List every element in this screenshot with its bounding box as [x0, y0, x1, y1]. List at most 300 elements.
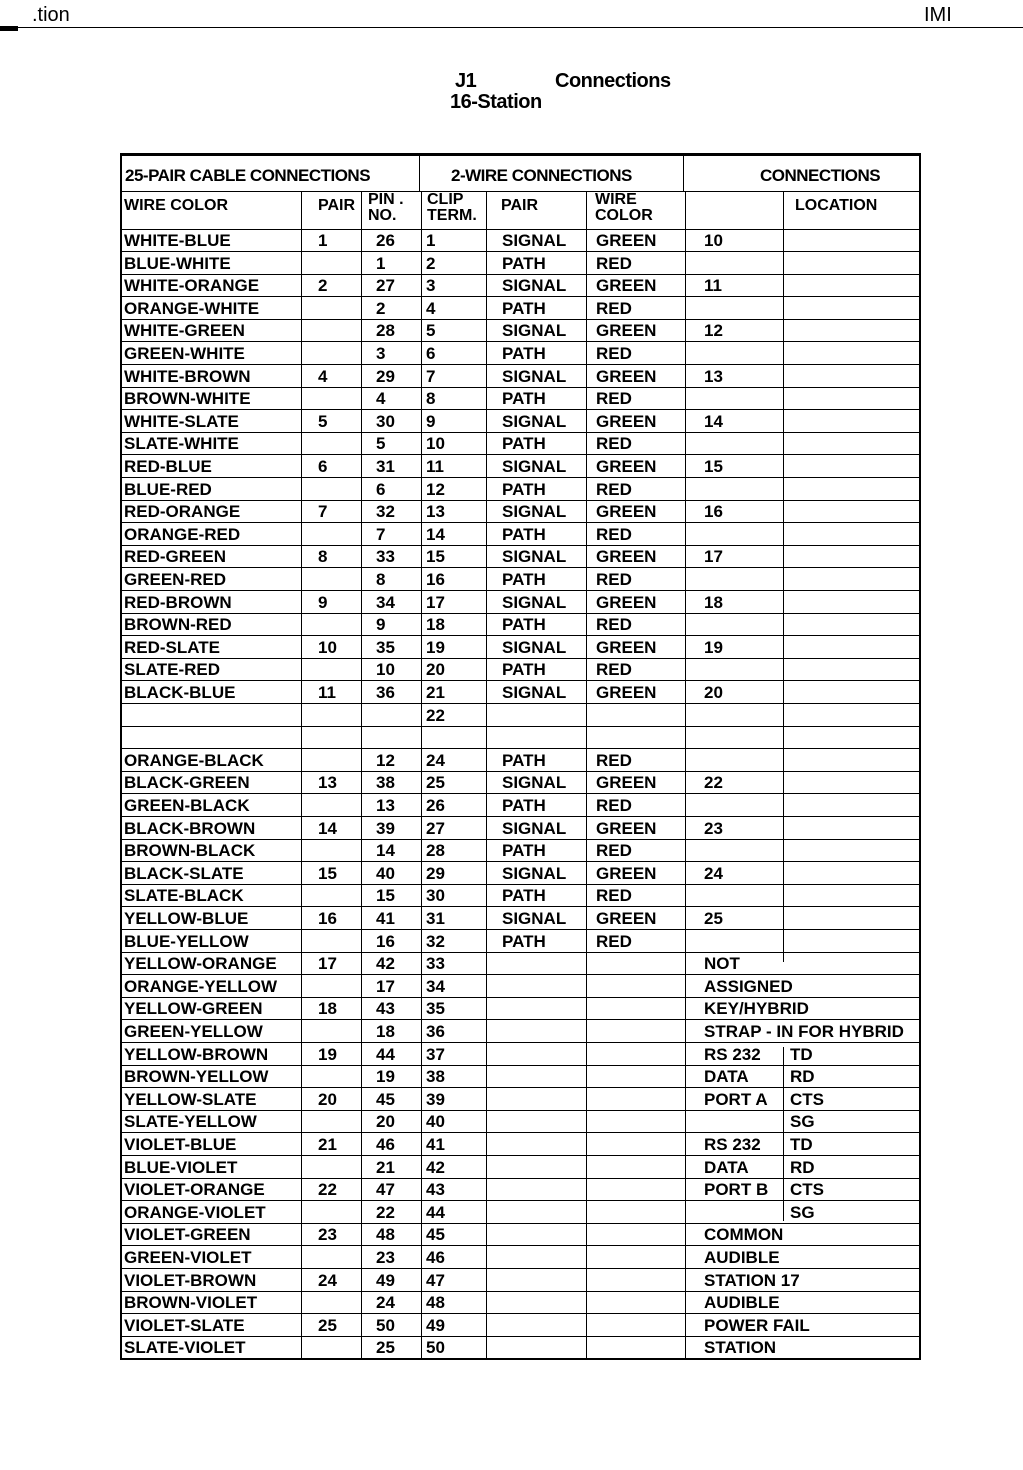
- cell-clip-term: 33: [426, 954, 445, 974]
- cell-pair-type: PATH: [502, 841, 546, 861]
- cell-pair-type: PATH: [502, 434, 546, 454]
- col-header-pair-2wire: PAIR: [501, 197, 539, 214]
- header-divider: [122, 191, 919, 192]
- cell-wire-color-2wire: RED: [596, 796, 632, 815]
- cell-pair-type: PATH: [502, 479, 546, 499]
- cell-clip-term: 7: [426, 366, 436, 386]
- cell-connection: 19: [704, 637, 723, 657]
- cell-clip-term: 26: [426, 796, 445, 815]
- cell-pair-type: SIGNAL: [502, 683, 567, 702]
- table-row: [122, 1292, 919, 1314]
- cell-wire-color: RED-BROWN: [124, 592, 232, 612]
- table-row: [122, 1111, 919, 1133]
- table-row: [122, 1021, 919, 1043]
- cell-clip-term: 40: [426, 1112, 445, 1132]
- cell-clip-term: 6: [426, 344, 436, 363]
- cell-pin-no: 1: [376, 253, 386, 273]
- cell-wire-color: RED-SLATE: [124, 637, 221, 657]
- cell-pin-no: 42: [376, 954, 395, 974]
- cell-location: TD: [790, 1135, 813, 1154]
- cell-pair-type: SIGNAL: [502, 909, 567, 928]
- cell-pin-no: 19: [376, 1067, 395, 1087]
- cell-clip-term: 25: [426, 773, 445, 793]
- cell-pin-no: 48: [376, 1225, 395, 1245]
- cell-wire-color-2wire: GREEN: [596, 231, 657, 250]
- cell-pin-no: 10: [376, 660, 395, 680]
- col-header-wire-color-2wire: WIRE COLOR: [595, 191, 653, 224]
- table-row: [122, 1270, 919, 1292]
- table-row: [122, 682, 919, 704]
- cell-wire-color: YELLOW-BLUE: [124, 909, 249, 928]
- cell-connection: 22: [704, 773, 723, 793]
- cell-wire-color-2wire: GREEN: [596, 321, 657, 341]
- cell-pin-no: 31: [376, 457, 395, 476]
- cell-connection: DATA: [704, 1067, 749, 1087]
- cell-connection: STATION 17: [704, 1270, 800, 1290]
- cell-pin-no: 47: [376, 1180, 395, 1200]
- cell-pin-no: 8: [376, 570, 386, 589]
- cell-pair: 22: [318, 1180, 337, 1200]
- cell-pair-type: PATH: [502, 886, 546, 906]
- cell-pair: 13: [318, 773, 337, 793]
- cell-wire-color: SLATE-WHITE: [124, 434, 239, 454]
- cell-clip-term: 47: [426, 1270, 445, 1290]
- cell-pin-no: 20: [376, 1112, 395, 1132]
- cell-clip-term: 4: [426, 298, 436, 318]
- table-row: [122, 795, 919, 817]
- cell-wire-color: SLATE-RED: [124, 660, 221, 680]
- cell-pin-no: 39: [376, 818, 395, 838]
- cell-wire-color-2wire: RED: [596, 750, 632, 770]
- cell-pin-no: 34: [376, 592, 395, 612]
- cell-wire-color-2wire: RED: [596, 344, 632, 363]
- table-row: [122, 433, 919, 455]
- col-header-pin-no: PIN . NO.: [368, 191, 404, 224]
- cell-pin-no: 41: [376, 909, 395, 928]
- cell-pair: 8: [318, 547, 328, 567]
- cell-wire-color-2wire: RED: [596, 841, 632, 861]
- cell-clip-term: 36: [426, 1022, 445, 1041]
- cell-pin-no: 18: [376, 1022, 395, 1041]
- cell-connection: 16: [704, 502, 723, 522]
- cell-pair: 14: [318, 818, 337, 838]
- cell-clip-term: 35: [426, 999, 445, 1019]
- table-row: [122, 953, 919, 975]
- cell-pair-type: SIGNAL: [502, 411, 567, 431]
- cell-pair-type: PATH: [502, 796, 546, 815]
- table-row: [122, 1247, 919, 1269]
- table-row: [122, 343, 919, 365]
- cell-pin-no: 29: [376, 366, 395, 386]
- cell-clip-term: 12: [426, 479, 445, 499]
- table-row: [122, 705, 919, 727]
- cell-clip-term: 46: [426, 1248, 445, 1267]
- cell-wire-color: GREEN-YELLOW: [124, 1022, 263, 1041]
- cell-connection: 15: [704, 457, 723, 476]
- table-row: [122, 908, 919, 930]
- header-section-text: .tion: [32, 4, 70, 26]
- col-header-wire-color: WIRE COLOR: [124, 197, 228, 214]
- row-rule: [122, 1358, 919, 1359]
- cell-connection: 25: [704, 909, 723, 928]
- cell-wire-color-2wire: GREEN: [596, 502, 657, 522]
- cell-clip-term: 30: [426, 886, 445, 906]
- cell-location: RD: [790, 1157, 815, 1177]
- cell-clip-term: 49: [426, 1315, 445, 1335]
- cell-pin-no: 12: [376, 750, 395, 770]
- table-row: [122, 524, 919, 546]
- cell-location: SG: [790, 1112, 815, 1132]
- table-row: [122, 546, 919, 568]
- cell-clip-term: 9: [426, 411, 436, 431]
- cell-wire-color-2wire: GREEN: [596, 366, 657, 386]
- cell-wire-color: ORANGE-RED: [124, 524, 241, 544]
- cell-pair-type: PATH: [502, 750, 546, 770]
- cell-pin-no: 44: [376, 1044, 395, 1064]
- cell-wire-color: WHITE-BLUE: [124, 231, 231, 250]
- table-row: [122, 253, 919, 275]
- cell-connection: PORT A: [704, 1089, 768, 1109]
- cell-pair-type: PATH: [502, 570, 546, 589]
- cell-pin-no: 49: [376, 1270, 395, 1290]
- cell-location: CTS: [790, 1089, 824, 1109]
- table-row: [122, 1134, 919, 1156]
- cell-connection: STATION: [704, 1338, 777, 1358]
- cell-wire-color: ORANGE-YELLOW: [124, 976, 277, 996]
- cell-wire-color: BLACK-GREEN: [124, 773, 250, 793]
- cell-location: SG: [790, 1202, 815, 1222]
- cell-wire-color: YELLOW-GREEN: [124, 999, 263, 1019]
- cell-connection: KEY/HYBRID: [704, 999, 809, 1019]
- cell-wire-color-2wire: GREEN: [596, 547, 657, 567]
- cell-pair-type: PATH: [502, 524, 546, 544]
- cell-clip-term: 48: [426, 1293, 445, 1313]
- cell-clip-term: 38: [426, 1067, 445, 1087]
- cell-wire-color: BROWN-RED: [124, 615, 232, 635]
- cell-connection: 11: [704, 276, 722, 296]
- cell-pair-type: SIGNAL: [502, 637, 567, 657]
- cell-wire-color: BLUE-VIOLET: [124, 1157, 238, 1177]
- cell-wire-color: BLACK-BROWN: [124, 818, 256, 838]
- cell-wire-color: GREEN-WHITE: [124, 344, 245, 363]
- group-divider-2: [683, 155, 684, 191]
- cell-wire-color-2wire: RED: [596, 570, 632, 589]
- cell-connection: ASSIGNED: [704, 976, 793, 996]
- cell-clip-term: 16: [426, 570, 445, 589]
- cell-clip-term: 21: [426, 683, 445, 702]
- table-row: [122, 659, 919, 681]
- cell-pair: 10: [318, 637, 337, 657]
- group-divider-1: [419, 155, 420, 191]
- cell-connection: 12: [704, 321, 723, 341]
- cell-clip-term: 42: [426, 1157, 445, 1177]
- cell-pair: 16: [318, 909, 337, 928]
- cell-clip-term: 31: [426, 909, 445, 928]
- title-j1: J1: [455, 70, 477, 92]
- cell-pair: 20: [318, 1089, 337, 1109]
- cell-connection: POWER FAIL: [704, 1315, 810, 1335]
- cell-pin-no: 45: [376, 1089, 395, 1109]
- table-row: [122, 569, 919, 591]
- cell-pin-no: 15: [376, 886, 395, 906]
- cell-wire-color: ORANGE-BLACK: [124, 750, 264, 770]
- cell-clip-term: 29: [426, 863, 445, 883]
- cell-pair: 18: [318, 999, 337, 1019]
- cell-wire-color-2wire: RED: [596, 931, 632, 951]
- cell-connection: COMMON: [704, 1225, 784, 1245]
- table-row: [122, 750, 919, 772]
- table-row: [122, 592, 919, 614]
- cell-wire-color-2wire: RED: [596, 389, 632, 409]
- cell-wire-color: RED-ORANGE: [124, 502, 241, 522]
- table-row: [122, 818, 919, 840]
- cell-pair-type: SIGNAL: [502, 276, 567, 296]
- cell-pin-no: 25: [376, 1338, 395, 1358]
- cell-wire-color: WHITE-SLATE: [124, 411, 239, 431]
- cell-wire-color-2wire: GREEN: [596, 411, 657, 431]
- cell-pair: 2: [318, 276, 328, 296]
- cell-clip-term: 34: [426, 976, 445, 996]
- cell-wire-color: VIOLET-BROWN: [124, 1270, 257, 1290]
- cell-pair: 19: [318, 1044, 337, 1064]
- cell-location: CTS: [790, 1180, 824, 1200]
- cell-pin-no: 14: [376, 841, 395, 861]
- cell-pair-type: SIGNAL: [502, 592, 567, 612]
- table-row: [122, 840, 919, 862]
- cell-pin-no: 27: [376, 276, 395, 296]
- cell-wire-color-2wire: RED: [596, 615, 632, 635]
- cell-wire-color: GREEN-VIOLET: [124, 1248, 252, 1267]
- cell-wire-color-2wire: GREEN: [596, 592, 657, 612]
- cell-connection: 10: [704, 231, 723, 250]
- cell-clip-term: 45: [426, 1225, 445, 1245]
- cell-pin-no: 32: [376, 502, 395, 522]
- table-row: [122, 501, 919, 523]
- cell-pair: 11: [318, 683, 336, 702]
- cell-pair-type: PATH: [502, 615, 546, 635]
- cell-clip-term: 41: [426, 1135, 445, 1154]
- cell-pin-no: 43: [376, 999, 395, 1019]
- cell-pin-no: 2: [376, 298, 386, 318]
- cell-clip-term: 14: [426, 524, 445, 544]
- cell-wire-color: WHITE-GREEN: [124, 321, 245, 341]
- table-row: [122, 1224, 919, 1246]
- cell-clip-term: 13: [426, 502, 445, 522]
- table-row: [122, 456, 919, 478]
- cell-pair: 6: [318, 457, 328, 476]
- cell-pin-no: 13: [376, 796, 395, 815]
- cell-clip-term: 1: [426, 231, 436, 250]
- cell-wire-color: RED-GREEN: [124, 547, 227, 567]
- cell-clip-term: 11: [426, 457, 444, 476]
- cell-pair-type: SIGNAL: [502, 547, 567, 567]
- table-row: [122, 411, 919, 433]
- cell-pin-no: 50: [376, 1315, 395, 1335]
- table-row: [122, 479, 919, 501]
- cell-clip-term: 39: [426, 1089, 445, 1109]
- title-connections: Connections: [555, 70, 671, 92]
- col-header-clip-term: CLIP TERM.: [427, 191, 477, 224]
- header-rule: [0, 27, 1023, 28]
- table-row: [122, 772, 919, 794]
- cell-connection: 20: [704, 683, 723, 702]
- cell-pin-no: 9: [376, 615, 386, 635]
- cell-connection: PORT B: [704, 1180, 769, 1200]
- table-row: [122, 998, 919, 1020]
- cell-wire-color-2wire: GREEN: [596, 863, 657, 883]
- cell-connection: STRAP - IN FOR HYBRID: [704, 1022, 904, 1041]
- cell-pair-type: SIGNAL: [502, 502, 567, 522]
- cell-pin-no: 23: [376, 1248, 395, 1267]
- cell-pair-type: SIGNAL: [502, 457, 567, 476]
- cell-connection: AUDIBLE: [704, 1248, 780, 1267]
- cell-wire-color-2wire: RED: [596, 298, 632, 318]
- cell-wire-color: RED-BLUE: [124, 457, 212, 476]
- cell-connection: NOT: [704, 954, 740, 974]
- table-row: [122, 1202, 919, 1224]
- cell-wire-color: BLACK-BLUE: [124, 683, 236, 702]
- cell-connection: RS 232: [704, 1135, 761, 1154]
- cell-pair-type: PATH: [502, 298, 546, 318]
- cell-pin-no: 3: [376, 344, 386, 363]
- cell-clip-term: 18: [426, 615, 445, 635]
- cell-pin-no: 6: [376, 479, 386, 499]
- cell-pin-no: 40: [376, 863, 395, 883]
- table-row: [122, 298, 919, 320]
- cell-pin-no: 26: [376, 231, 395, 250]
- table-row: [122, 230, 919, 252]
- cell-wire-color: GREEN-RED: [124, 570, 227, 589]
- cell-pair: 4: [318, 366, 328, 386]
- cell-clip-term: 44: [426, 1202, 445, 1222]
- cell-clip-term: 2: [426, 253, 436, 273]
- cell-wire-color: VIOLET-SLATE: [124, 1315, 245, 1335]
- cell-pin-no: 4: [376, 389, 386, 409]
- cell-pair-type: SIGNAL: [502, 231, 567, 250]
- cell-pair: 1: [318, 231, 328, 250]
- cell-clip-term: 15: [426, 547, 445, 567]
- table-row: [122, 1337, 919, 1359]
- cell-wire-color: SLATE-YELLOW: [124, 1112, 257, 1132]
- cell-pin-no: 35: [376, 637, 395, 657]
- cell-wire-color: VIOLET-BLUE: [124, 1135, 237, 1154]
- cell-connection: 18: [704, 592, 723, 612]
- cell-wire-color: VIOLET-GREEN: [124, 1225, 251, 1245]
- cell-wire-color-2wire: RED: [596, 434, 632, 454]
- table-row: [122, 637, 919, 659]
- cell-pin-no: 46: [376, 1135, 395, 1154]
- cell-pin-no: 21: [376, 1157, 395, 1177]
- cell-clip-term: 10: [426, 434, 445, 454]
- cell-pin-no: 16: [376, 931, 395, 951]
- table-row: [122, 931, 919, 953]
- cell-wire-color-2wire: GREEN: [596, 909, 657, 928]
- title-station: 16-Station: [450, 91, 542, 113]
- table-row: [122, 388, 919, 410]
- cell-wire-color: BLUE-YELLOW: [124, 931, 249, 951]
- cell-wire-color-2wire: RED: [596, 479, 632, 499]
- cell-wire-color: WHITE-BROWN: [124, 366, 251, 386]
- cell-wire-color: YELLOW-BROWN: [124, 1044, 269, 1064]
- cell-location: RD: [790, 1067, 815, 1087]
- cell-clip-term: 19: [426, 637, 445, 657]
- table-row: [122, 1044, 919, 1066]
- cell-wire-color: BLACK-SLATE: [124, 863, 244, 883]
- col-header-pair: PAIR: [318, 197, 356, 214]
- cell-pair-type: PATH: [502, 344, 546, 363]
- cell-pair-type: PATH: [502, 931, 546, 951]
- cell-wire-color: GREEN-BLACK: [124, 796, 250, 815]
- table-row: [122, 727, 919, 749]
- cell-connection: RS 232: [704, 1044, 761, 1064]
- cell-wire-color: BROWN-YELLOW: [124, 1067, 269, 1087]
- cell-clip-term: 43: [426, 1180, 445, 1200]
- cell-wire-color-2wire: RED: [596, 524, 632, 544]
- cell-clip-term: 3: [426, 276, 436, 296]
- cell-wire-color-2wire: RED: [596, 886, 632, 906]
- cell-pin-no: 38: [376, 773, 395, 793]
- table-row: [122, 1179, 919, 1201]
- cell-pair-type: SIGNAL: [502, 321, 567, 341]
- cell-connection: 14: [704, 411, 723, 431]
- cell-wire-color: BLUE-RED: [124, 479, 212, 499]
- cell-clip-term: 32: [426, 931, 445, 951]
- cell-wire-color: ORANGE-WHITE: [124, 298, 260, 318]
- table-row: [122, 885, 919, 907]
- cell-pair: 15: [318, 863, 337, 883]
- cell-clip-term: 17: [426, 592, 445, 612]
- table-row: [122, 1066, 919, 1088]
- cell-pair-type: PATH: [502, 253, 546, 273]
- cell-wire-color-2wire: RED: [596, 253, 632, 273]
- cell-wire-color: YELLOW-ORANGE: [124, 954, 277, 974]
- cell-pair-type: SIGNAL: [502, 366, 567, 386]
- cell-pair-type: SIGNAL: [502, 773, 567, 793]
- cell-clip-term: 22: [426, 705, 445, 725]
- cell-pin-no: 24: [376, 1293, 395, 1313]
- cell-pair: 17: [318, 954, 337, 974]
- group-header-25-pair: 25-PAIR CABLE CONNECTIONS: [125, 166, 371, 185]
- cell-clip-term: 20: [426, 660, 445, 680]
- cell-wire-color: BLUE-WHITE: [124, 253, 231, 273]
- table-row: [122, 863, 919, 885]
- cell-pin-no: 5: [376, 434, 386, 454]
- cell-pin-no: 17: [376, 976, 395, 996]
- cell-connection: 24: [704, 863, 723, 883]
- cell-pair: 24: [318, 1270, 337, 1290]
- cell-wire-color: SLATE-BLACK: [124, 886, 244, 906]
- cell-wire-color-2wire: GREEN: [596, 683, 657, 702]
- group-header-connections: CONNECTIONS: [760, 166, 881, 185]
- cell-pin-no: 7: [376, 524, 386, 544]
- cell-pin-no: 22: [376, 1202, 395, 1222]
- cell-wire-color-2wire: GREEN: [596, 773, 657, 793]
- cell-wire-color: BROWN-VIOLET: [124, 1293, 258, 1313]
- cell-connection: 17: [704, 547, 723, 567]
- cell-pair: 7: [318, 502, 328, 522]
- cell-clip-term: 5: [426, 321, 436, 341]
- table-row: [122, 1089, 919, 1111]
- cell-wire-color-2wire: GREEN: [596, 457, 657, 476]
- cell-wire-color-2wire: GREEN: [596, 818, 657, 838]
- cell-wire-color: BROWN-WHITE: [124, 389, 251, 409]
- table-row: [122, 275, 919, 297]
- cell-wire-color: VIOLET-ORANGE: [124, 1180, 265, 1200]
- group-header-2-wire: 2-WIRE CONNECTIONS: [451, 166, 632, 185]
- cell-wire-color: ORANGE-VIOLET: [124, 1202, 266, 1222]
- cell-pin-no: 30: [376, 411, 395, 431]
- cell-connection: AUDIBLE: [704, 1293, 780, 1313]
